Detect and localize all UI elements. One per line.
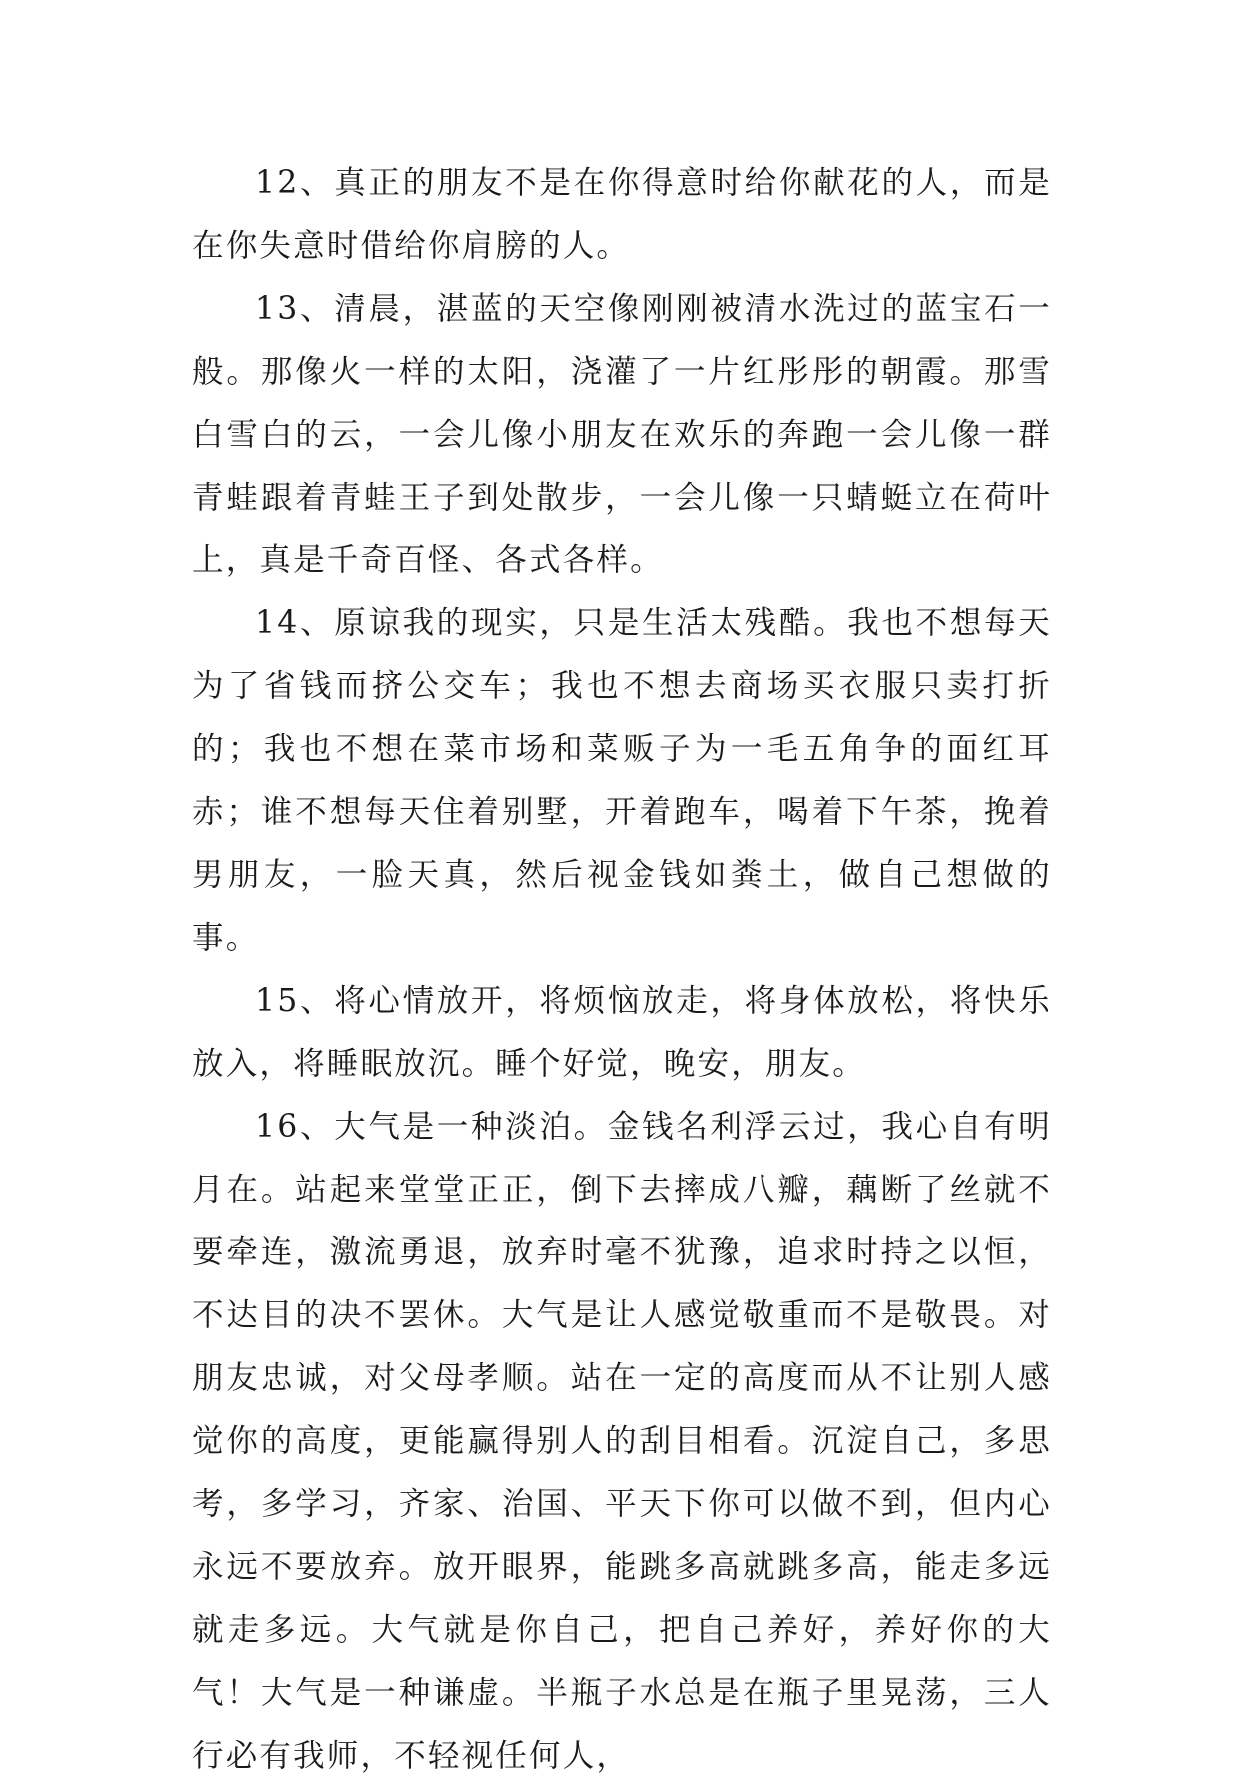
paragraph-16: 16、大气是一种淡泊。金钱名利浮云过，我心自有明月在。站起来堂堂正正，倒下去摔成八瓣，藕断了丝就不要牵连，激流勇退，放弃时毫不犹豫，追求时持之以恒，不达目的决不罢休。大气是让人感觉敬重而不是敬畏。对朋友忠诚，对父母孝顺。站在一定的高度而从不让别人感觉你的高度，更能赢得别人的刮目相看。沉淀自己，多思考，多学习，齐家、治国、平天下你可以做不到，但内心永远不要放弃。放开眼界，能跳多高就跳多高，能走多远就走多远。大气就是你自己，把自己养好，养好你的大气！大气是一种谦虚。半瓶子水总是在瓶子里晃荡，三人行必有我师，不轻视任何人， <box>192 1108 1052 1774</box>
paragraph-13: 13、清晨，湛蓝的天空像刚刚被清水洗过的蓝宝石一般。那像火一样的太阳，浇灌了一片红彤彤的朝霞。那雪白雪白的云，一会儿像小朋友在欢乐的奔跑一会儿像一群青蛙跟着青蛙王子到处散步，一会儿像一只蜻蜓立在荷叶上，真是千奇百怪、各式各样。 <box>192 290 1052 579</box>
paragraph-15: 15、将心情放开，将烦恼放走，将身体放松，将快乐放入，将睡眠放沉。睡个好觉，晚安，朋友。 <box>192 982 1052 1082</box>
paragraph-14: 14、原谅我的现实，只是生活太残酷。我也不想每天为了省钱而挤公交车；我也不想去商场买衣服只卖打折的；我也不想在菜市场和菜贩子为一毛五角争的面红耳赤；谁不想每天住着别墅，开着跑车，喝着下午茶，挽着男朋友，一脸天真，然后视金钱如粪土，做自己想做的事。 <box>192 605 1052 956</box>
document-body <box>192 152 1052 1788</box>
paragraph-12: 12、真正的朋友不是在你得意时给你献花的人，而是在你失意时借给你肩膀的人。 <box>192 165 1052 264</box>
